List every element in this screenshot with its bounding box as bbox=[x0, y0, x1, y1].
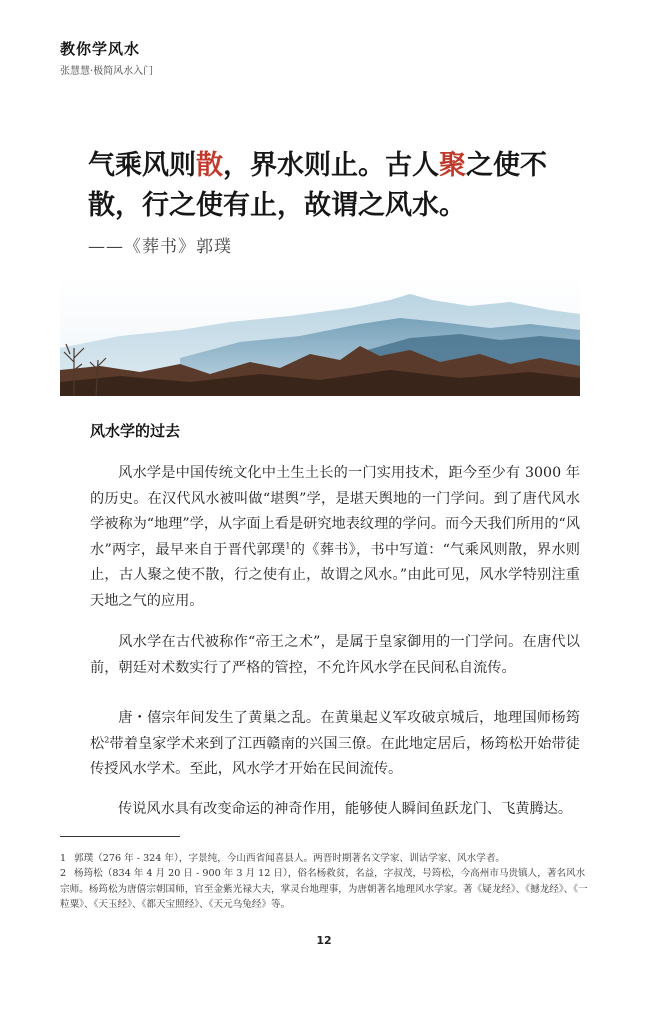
mountain-landscape-image bbox=[60, 278, 580, 396]
quote-highlight-san: 散 bbox=[196, 150, 223, 181]
quote-line-1 bbox=[88, 146, 588, 186]
quote-text: ，界水则止。古人 bbox=[223, 150, 439, 181]
epigraph-quote bbox=[88, 146, 588, 257]
paragraph-text: 风水学在古代被称作“帝王之术”，是属于皇家御用的一门学问。在唐代以前，朝廷对术数实行了严格的管控，不允许风水学在民间私自流传。 bbox=[90, 634, 580, 676]
footnote-ref-2: 2 bbox=[104, 734, 110, 744]
body-paragraph-2 bbox=[90, 630, 580, 681]
paragraph-text: 传说风水具有改变命运的神奇作用，能够使人瞬间鱼跃龙门、飞黄腾达。 bbox=[118, 801, 573, 817]
footnote-divider bbox=[60, 836, 180, 837]
body-paragraph-1 bbox=[90, 461, 580, 614]
running-header bbox=[60, 38, 153, 77]
book-title: 教你学风水 bbox=[60, 40, 141, 58]
footnote-2 bbox=[60, 866, 588, 912]
paragraph-text: 风水学是中国传统文化中土生土长的一门实用技术，距今至少有 3000 年的历史。在汉代风水被叫做“堪舆”学，是堪天舆地的一门学问。到了唐代风水学被称为“地理”学，从字面上看是研究地表纹理的学问。而今天我们所用的“风水”两字，最早来自于晋代郭璞 bbox=[90, 465, 580, 558]
page-number: 12 bbox=[316, 934, 332, 947]
footnote-number: 1 bbox=[60, 853, 67, 864]
body-paragraph-3 bbox=[90, 706, 580, 783]
book-subtitle: 张慧慧·极简风水入门 bbox=[60, 66, 154, 77]
paragraph-text: 带着皇家学术来到了江西赣南的兴国三僚。在此地定居后，杨筠松开始带徒传授风水学术。至此，风水学才开始在民间流传。 bbox=[90, 735, 580, 777]
quote-line-2: 散，行之使有止，故谓之风水。 bbox=[88, 190, 466, 221]
quote-text: 气乘风则 bbox=[88, 150, 196, 181]
footnote-text: 杨筠松（834 年 4 月 20 日 - 900 年 3 月 12 日），俗名杨救贫，名益，字叔茂，号筠松，今高州市马贵镇人，著名风水宗师。杨筠松为唐僖宗朝国师，官至金紫光禄大夫，掌灵台地理事，为唐朝著名地理风水学家。著《疑龙经》、《撼龙经》、《一粒粟》、《天玉经》、《都天宝照经》、《天元乌兔经》等。 bbox=[60, 868, 588, 911]
footnote-number: 2 bbox=[60, 868, 67, 880]
quote-text: 之使不 bbox=[466, 150, 547, 181]
footnote-1 bbox=[60, 851, 588, 866]
footnote-ref-1: 1 bbox=[285, 540, 291, 550]
quote-source: ——《葬书》郭璞 bbox=[88, 237, 232, 257]
paragraph-text: 的《葬书》，书中写道：“气乘风则散，界水则止，古人聚之使不散，行之使有止，故谓之风水。”由此可见，风水学特别注重天地之气的应用。 bbox=[90, 541, 580, 609]
footnote-text: 郭璞（276 年 - 324 年），字景纯，今山西省闻喜县人。两晋时期著名文学家、训诂学家、风水学者。 bbox=[74, 853, 506, 864]
section-heading: 风水学的过去 bbox=[90, 422, 181, 440]
body-paragraph-4 bbox=[90, 797, 580, 823]
paragraph-text: 唐・僖宗年间发生了黄巢之乱。在黄巢起义军攻破京城后，地理国师杨筠松 bbox=[90, 710, 580, 752]
quote-highlight-ju: 聚 bbox=[439, 150, 466, 181]
footnotes bbox=[60, 851, 588, 913]
